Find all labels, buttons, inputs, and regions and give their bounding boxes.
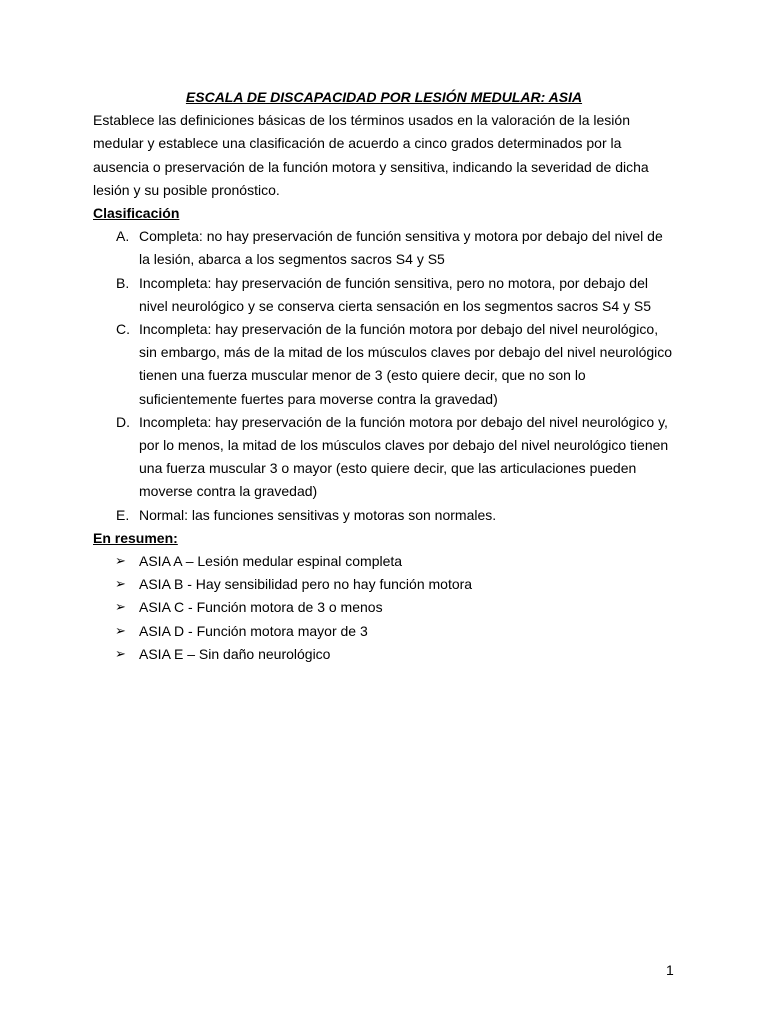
- page-number: 1: [666, 962, 674, 978]
- list-item: [93, 272, 675, 318]
- arrow-bullet-icon: ➢: [115, 646, 126, 662]
- classification-list: [93, 225, 675, 527]
- list-item-text: ASIA C - Función motora de 3 o menos: [139, 599, 383, 616]
- list-item-text: ASIA E – Sin daño neurológico: [139, 645, 331, 662]
- list-item: [93, 550, 675, 573]
- list-item: [93, 596, 675, 619]
- list-item-text: Incompleta: hay preservación de la función motora por debajo del nivel neurológico, sin embargo, más de la mitad de los músculos claves por debajo del nivel neurológico tienen una fuerza muscular menor de 3 (esto quiere decir, que no son lo suficientemente fuertes para moverse contra la gravedad): [139, 321, 673, 407]
- summary-list: [93, 550, 675, 666]
- list-marker: A.: [116, 228, 130, 245]
- list-marker: C.: [116, 321, 130, 338]
- list-item: [93, 504, 675, 527]
- list-item-text: ASIA A – Lesión medular espinal completa: [139, 553, 403, 570]
- list-item-text: ASIA B - Hay sensibilidad pero no hay función motora: [139, 576, 473, 593]
- list-item-text: Completa: no hay preservación de función sensitiva y motora por debajo del nivel de la lesión, abarca a los segmentos sacros S4 y S5: [139, 228, 663, 268]
- arrow-bullet-icon: ➢: [115, 600, 126, 616]
- list-item-text: Incompleta: hay preservación de función sensitiva, pero no motora, por debajo del nivel neurológico y se conserva cierta sensación en los segmentos sacros S4 y S5: [139, 274, 652, 314]
- intro-paragraph: Establece las definiciones básicas de los términos usados en la valoración de la lesión medular y establece una clasificación de acuerdo a cinco grados determinados por la ausencia o preservación de la función motora y sensitiva, indicando la severidad de dicha lesión y su posible pronóstico.: [93, 112, 649, 198]
- list-item: [93, 411, 675, 504]
- list-marker: E.: [116, 506, 130, 523]
- list-item-text: Incompleta: hay preservación de la función motora por debajo del nivel neurológico y, por lo menos, la mitad de los músculos claves por debajo del nivel neurológico tienen una fuerza muscular 3 o mayor (esto quiere decir, que las articulaciones pueden moverse contra la gravedad): [139, 413, 669, 500]
- list-item: [93, 318, 675, 411]
- list-item: [93, 225, 675, 271]
- list-marker: D.: [116, 413, 130, 430]
- list-item: [93, 573, 675, 596]
- classification-heading: Clasificación: [93, 205, 180, 222]
- list-item-text: ASIA D - Función motora mayor de 3: [139, 622, 368, 639]
- list-item-text: Normal: las funciones sensitivas y motoras son normales.: [139, 506, 497, 523]
- arrow-bullet-icon: ➢: [115, 554, 126, 570]
- list-item: [93, 620, 675, 643]
- arrow-bullet-icon: ➢: [115, 577, 126, 593]
- document-body: [93, 86, 675, 666]
- list-marker: B.: [116, 274, 130, 291]
- summary-heading: En resumen:: [93, 529, 178, 546]
- arrow-bullet-icon: ➢: [115, 623, 126, 639]
- document-title: ESCALA DE DISCAPACIDAD POR LESIÓN MEDULAR: ASIA: [185, 89, 583, 105]
- list-item: [93, 643, 675, 666]
